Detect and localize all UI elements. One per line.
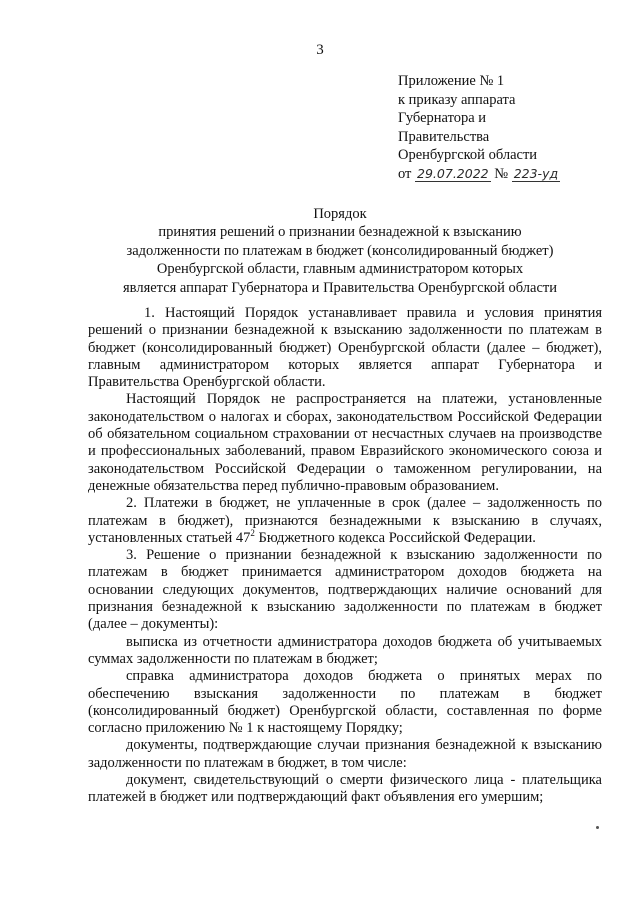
title-line: принятия решений о признании безнадежной к взысканию bbox=[158, 224, 522, 241]
paragraph-2-text-end: Бюджетного кодекса Российской Федерации. bbox=[254, 529, 536, 546]
appendix-line: Правительства bbox=[398, 128, 490, 145]
page-number: 3 bbox=[316, 42, 324, 58]
appendix-line: Губернатора и bbox=[398, 110, 487, 127]
title-line: Порядок bbox=[313, 206, 367, 222]
appendix-line: Приложение № 1 bbox=[398, 73, 505, 89]
list-item-extract: выписка из отчетности администратора доходов бюджета об учитываемых суммах задолженности по платежам в бюджет; bbox=[88, 633, 602, 667]
list-item-documents: документы, подтверждающие случаи признания безнадежной к взысканию задолженности по платежам в бюджет, в том числе: bbox=[88, 737, 602, 771]
superscript: 2 bbox=[250, 528, 255, 539]
paragraph-1: 1. Настоящий Порядок устанавливает правила и условия принятия решений о признании безнадежной к взысканию задолженности по платежам в бюджет (консолидированный бюджет) Оренбургской области (далее – бюджет), главным администратором которых является аппарат Губернатора и Правительства Оренбургской области. bbox=[88, 305, 602, 391]
paragraph-2-text: 2. Платежи в бюджет, не уплаченные в срок (далее – задолженность по платежам в бюджет), признаются безнадежными к взысканию в случаях, установленных статьей 47 bbox=[88, 495, 602, 546]
handwritten-date: 29.07.2022 bbox=[417, 165, 489, 181]
appendix-line: к приказу аппарата bbox=[398, 91, 516, 108]
scan-dot bbox=[596, 826, 599, 829]
title-line: Оренбургской области, главным администратором которых bbox=[156, 261, 524, 278]
appendix-date-line bbox=[398, 165, 618, 184]
paragraph-3: 3. Решение о признании безнадежной к взысканию задолженности по платежам в бюджет принимается администратором доходов бюджета на основании следующих документов, подтверждающих наличие оснований для признания безнадежной к взысканию задолженности по платежам в бюджет (далее – документы): bbox=[88, 547, 602, 633]
appendix-line: Оренбургской области bbox=[398, 147, 538, 164]
paragraph-2 bbox=[88, 495, 602, 547]
number-prefix: № bbox=[494, 165, 509, 182]
list-item-certificate: справка администратора доходов бюджета о принятых мерах по обеспечению взыскания задолженности по платежам в бюджет (консолидированный бюджет) Оренбургской области, составленная по форме согласно приложению № 1 к настоящему Порядку; bbox=[88, 668, 602, 737]
title-line: задолженности по платежам в бюджет (консолидированный бюджет) bbox=[126, 242, 554, 259]
title-line: является аппарат Губернатора и Правительства Оренбургской области bbox=[123, 279, 557, 296]
handwritten-number: 223-уд bbox=[513, 165, 559, 181]
document-body bbox=[88, 305, 602, 807]
list-item-death-document: документ, свидетельствующий о смерти физического лица - плательщика платежей в бюджет или подтверждающий факт объявления его умершим; bbox=[88, 772, 602, 806]
paragraph-exclusions: Настоящий Порядок не распространяется на платежи, установленные законодательством о налогах и сборах, законодательством Российской Федерации об обязательном социальном страховании от несчастных случаев на производстве и профессиональных заболеваний, правом Евразийского экономического союза и законодательством Российской Федерации о таможенном регулировании, на денежные обязательства перед публично-правовым образованием. bbox=[88, 391, 602, 494]
appendix-block bbox=[398, 72, 618, 184]
document-title bbox=[60, 205, 620, 297]
date-prefix: от bbox=[398, 165, 412, 182]
